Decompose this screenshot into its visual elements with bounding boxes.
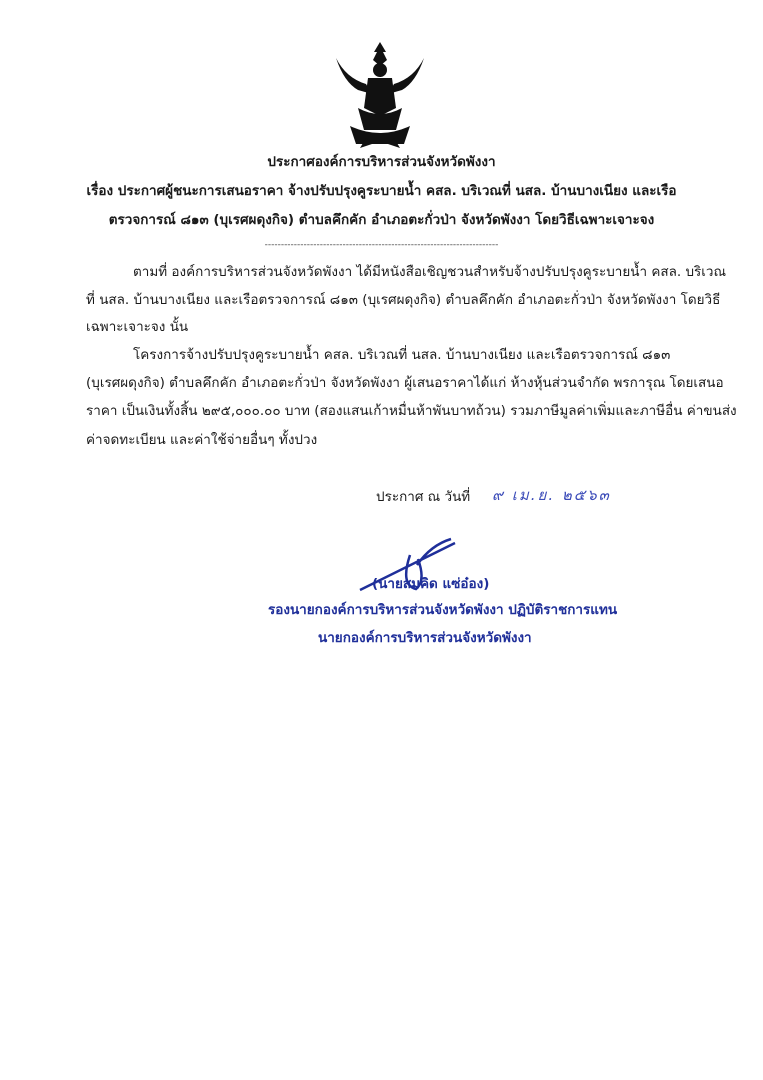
para2-line3: ราคา เป็นเงินทั้งสิ้น ๒๙๕,๐๐๐.๐๐ บาท (สองแสนเก้าหมื่นห้าพันบาทถ้วน) รวมภาษีมูลค่าเพิ่มและภาษีอื่น ค่าขนส่ง (86, 403, 737, 419)
para2-line2: (บุเรศผดุงกิจ) ตำบลคึกคัก อำเภอตะกั่วป่า จังหวัดพังงา ผู้เสนอราคาได้แก่ ห้างหุ้นส่วนจำกัด พรการุณ โดยเสนอ (86, 375, 724, 391)
garuda-emblem-icon (328, 38, 432, 150)
date-stamp: ๙ เม.ย. ๒๕๖๓ (492, 486, 611, 504)
para2-line1: โครงการจ้างปรับปรุงคูระบายน้ำ คสล. บริเวณที่ นสล. บ้านบางเนียง และเรือตรวจการณ์ ๘๑๓ (133, 347, 671, 363)
divider: ------------------------------------------------------------------------ (264, 240, 499, 250)
announcement-title: ประกาศองค์การบริหารส่วนจังหวัดพังงา (267, 154, 496, 170)
para1-line3: เฉพาะเจาะจง นั้น (86, 319, 189, 335)
date-label: ประกาศ ณ วันที่ (376, 489, 471, 505)
subject-line-2: ตรวจการณ์ ๘๑๓ (บุเรศผดุงกิจ) ตำบลคึกคัก อำเภอตะกั่วป่า จังหวัดพังงา โดยวิธีเฉพาะเจาะจง (108, 212, 655, 228)
signatory-name: (นายสมคิด แซ่อ๋อง) (372, 576, 490, 592)
signatory-position-2: นายกองค์การบริหารส่วนจังหวัดพังงา (318, 630, 532, 646)
subject-line-1: เรื่อง ประกาศผู้ชนะการเสนอราคา จ้างปรับปรุงคูระบายน้ำ คสล. บริเวณที่ นสล. บ้านบางเนียง และเรือ (86, 183, 677, 199)
signatory-position-1: รองนายกองค์การบริหารส่วนจังหวัดพังงา ปฏิบัติราชการแทน (268, 602, 618, 618)
para1-line2: ที่ นสล. บ้านบางเนียง และเรือตรวจการณ์ ๘๑๓ (บุเรศผดุงกิจ) ตำบลคึกคัก อำเภอตะกั่วป่า จังหวัดพังงา โดยวิธี (86, 292, 721, 308)
para1-line1: ตามที่ องค์การบริหารส่วนจังหวัดพังงา ได้มีหนังสือเชิญชวนสำหรับจ้างปรับปรุงคูระบายน้ำ คสล. บริเวณ (133, 264, 727, 280)
para2-line4: ค่าจดทะเบียน และค่าใช้จ่ายอื่นๆ ทั้งปวง (86, 432, 318, 448)
